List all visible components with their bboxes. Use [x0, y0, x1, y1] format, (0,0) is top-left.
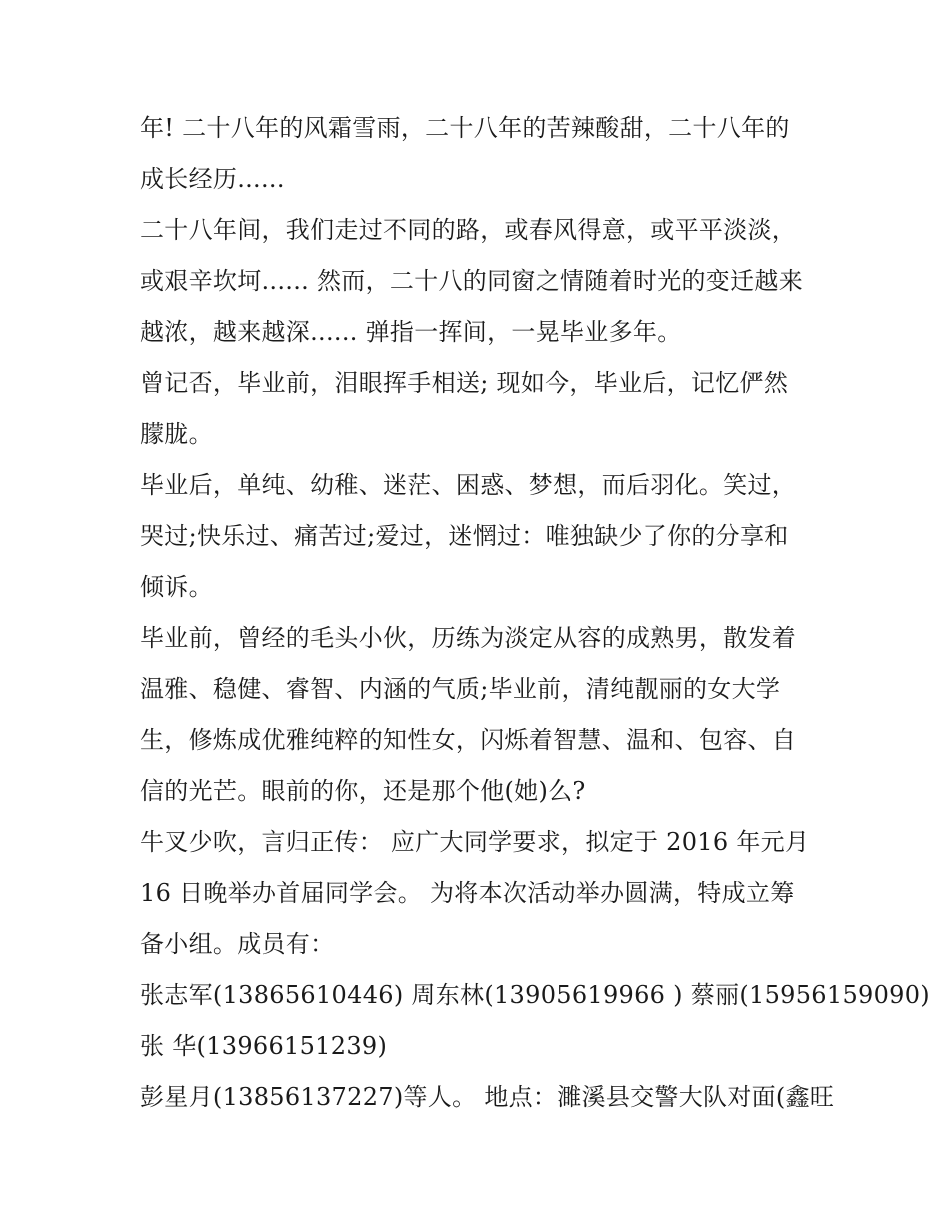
- text-line: 曾记否，毕业前，泪眼挥手相送; 现如今，毕业后，记忆俨然: [140, 369, 789, 397]
- text-line: 成长经历......: [140, 165, 285, 193]
- text-line: 信的光芒。眼前的你，还是那个他(她)么?: [140, 777, 586, 805]
- text-line: 年! 二十八年的风霜雪雨，二十八年的苦辣酸甜，二十八年的: [140, 114, 790, 142]
- text-line: 彭星月(13856137227)等人。 地点：濉溪县交警大队对面(鑫旺: [140, 1083, 835, 1111]
- text-line: 张志军(13865610446) 周东林(13905619966 ) 蔡丽(15956159090): [140, 981, 930, 1009]
- text-line: 哭过;快乐过、痛苦过;爱过，迷惘过：唯独缺少了你的分享和: [140, 522, 789, 550]
- document-body: [140, 103, 930, 1123]
- text-line: 16 日晚举办首届同学会。 为将本次活动举办圆满，特成立筹: [140, 879, 795, 907]
- text-line: 张 华(13966151239): [140, 1032, 388, 1060]
- text-line: 朦胧。: [140, 420, 213, 448]
- text-line: 倾诉。: [140, 573, 213, 601]
- text-line: 温雅、稳健、睿智、内涵的气质;毕业前，清纯靓丽的女大学: [140, 675, 781, 703]
- text-line: 越浓，越来越深...... 弹指一挥间，一晃毕业多年。: [140, 318, 682, 346]
- text-line: 毕业后，单纯、幼稚、迷茫、困惑、梦想，而后羽化。笑过，: [140, 471, 797, 499]
- text-line: 生，修炼成优雅纯粹的知性女，闪烁着智慧、温和、包容、自: [140, 726, 797, 754]
- text-line: 毕业前，曾经的毛头小伙，历练为淡定从容的成熟男，散发着: [140, 624, 797, 652]
- text-line: 备小组。成员有：: [140, 930, 335, 958]
- text-line: 或艰辛坎坷...... 然而，二十八的同窗之情随着时光的变迁越来: [140, 267, 804, 295]
- text-line: 二十八年间，我们走过不同的路，或春风得意，或平平淡淡，: [140, 216, 797, 244]
- text-line: 牛叉少吹，言归正传： 应广大同学要求，拟定于 2016 年元月: [140, 828, 810, 856]
